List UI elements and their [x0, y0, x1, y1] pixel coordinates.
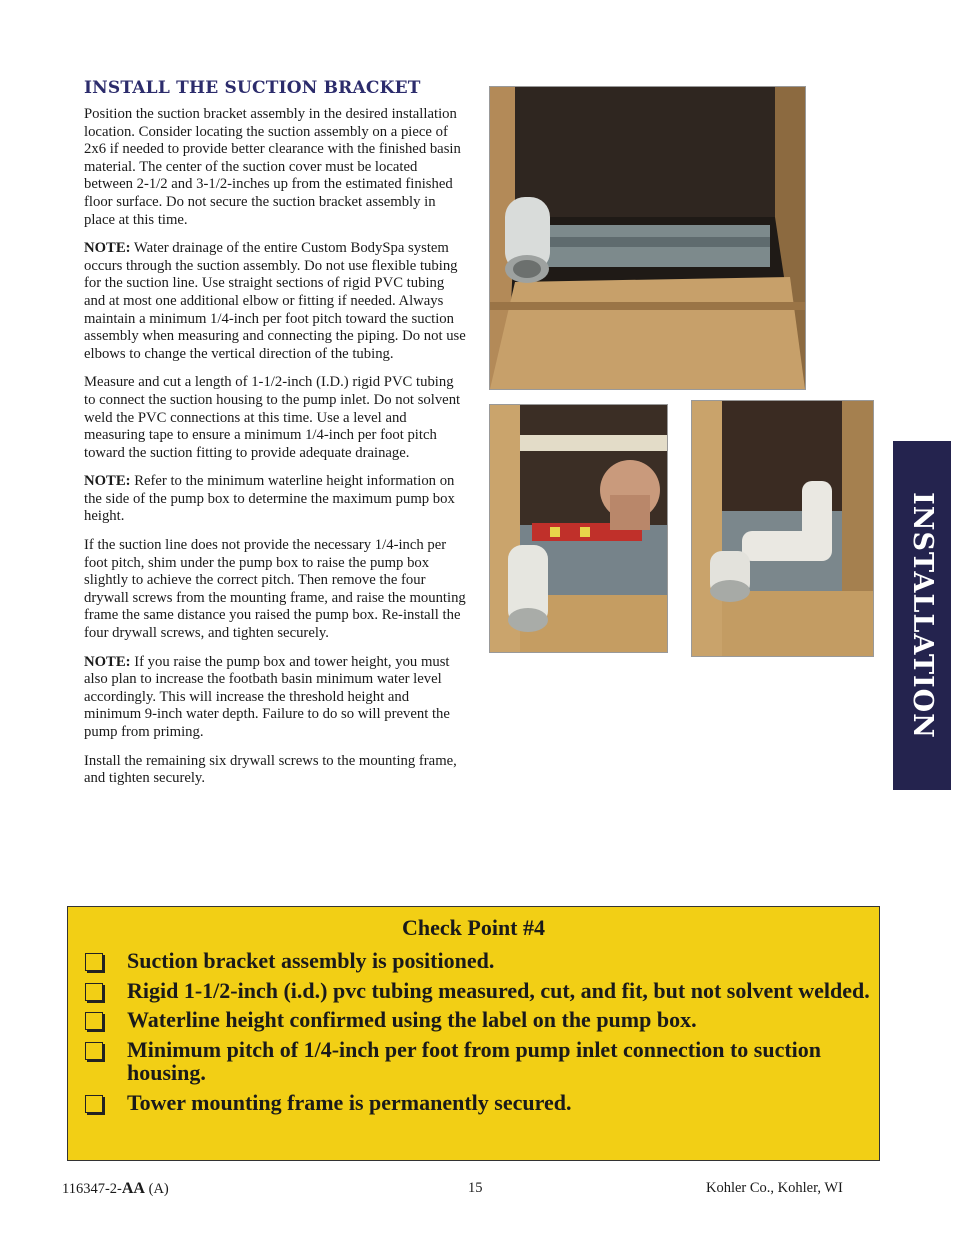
paragraph-2: Measure and cut a length of 1-1/2-inch (I.D.) rigid PVC tubing to connect the suction housing to the pump inlet. Do not solvent weld the PVC connections at this time. Use a level and measuring tape to ensure a minimum 1/4-inch per foot pitch toward the suction fitting to provide adequate drainage. — [84, 374, 461, 461]
installation-side-tab — [893, 441, 951, 790]
section-title: INSTALL THE SUCTION BRACKET — [84, 78, 421, 98]
checkpoint-title: Check Point #4 — [402, 915, 545, 940]
checkbox-icon — [85, 1095, 103, 1113]
note-label: NOTE: — [84, 240, 131, 257]
checkpoint-box — [67, 906, 880, 1161]
checkpoint-list — [82, 949, 872, 1120]
checkpoint-item — [82, 1091, 872, 1115]
checkpoint-item — [82, 979, 872, 1003]
note-paragraph-2: NOTE: Refer to the minimum waterline height information on the side of the pump box to determine the maximum pump box height. — [84, 473, 455, 525]
checkbox-icon — [85, 983, 103, 1001]
side-tab-label: INSTALLATION — [906, 492, 938, 739]
note-label: NOTE: — [84, 653, 131, 670]
checkpoint-item — [82, 949, 872, 973]
paragraph-4: Install the remaining six drywall screws to the mounting frame, and tighten securely. — [84, 752, 457, 787]
checkpoint-item-text: Suction bracket assembly is positioned. — [127, 948, 495, 973]
footer-page-number: 15 — [468, 1180, 483, 1196]
footer-doc-number: 116347-2-AA (A) — [62, 1180, 169, 1197]
paragraph-3: If the suction line does not provide the necessary 1/4-inch per foot pitch, shim under the pump box to raise the pump box slightly to achieve the correct pitch. Then remove the four drywall screws from the mounting frame, and raise the mounting frame the same distance you raised the pump box. Re-install the four drywall screws, and tighten securely. — [84, 537, 466, 642]
checkpoint-item-text: Minimum pitch of 1/4-inch per foot from pump inlet connection to suction housing. — [127, 1036, 822, 1085]
checkbox-icon — [85, 1042, 103, 1060]
checkbox-icon — [85, 953, 103, 971]
elbow-fitting-photo — [691, 400, 874, 657]
checkpoint-item — [82, 1038, 872, 1085]
checkbox-icon — [85, 1012, 103, 1030]
note-label: NOTE: — [84, 473, 131, 490]
checkpoint-item-text: Rigid 1-1/2-inch (i.d.) pvc tubing measured, cut, and fit, but not solvent welded. — [127, 977, 870, 1003]
checkpoint-item-text: Waterline height confirmed using the label on the pump box. — [127, 1007, 697, 1032]
paragraph-1: Position the suction bracket assembly in the desired installation location. Consider locating the suction assembly on a piece of 2x6 if needed to provide better clearance with the finished basin material. The center of the suction cover must be located between 2-1/2 and 3-1/2-inches up from the estimated finished floor surface. Do not secure the suction bracket assembly in place at this time. — [84, 106, 461, 228]
suction-bracket-photo — [489, 86, 806, 390]
body-text-column — [84, 106, 468, 799]
checkpoint-item — [82, 1008, 872, 1032]
note-paragraph-3: NOTE: If you raise the pump box and tower height, you must also plan to increase the footbath basin minimum water level accordingly. This will increase the threshold height and minimum 9-inch water depth. Failure to do so will prevent the pump from priming. — [84, 653, 450, 740]
checkpoint-item-text: Tower mounting frame is permanently secured. — [127, 1089, 572, 1115]
note-paragraph-1: NOTE: Water drainage of the entire Custom BodySpa system occurs through the suction assembly. Do not use flexible tubing for the suction line. Use straight sections of rigid PVC tubing and at most one additional elbow or fitting if needed. Always maintain a minimum 1/4-inch per foot pitch toward the suction assembly when measuring and connecting the piping. Do not use elbows to change the vertical direction of the tubing. — [84, 240, 466, 362]
footer-company: Kohler Co., Kohler, WI — [706, 1180, 843, 1196]
level-measurement-photo — [489, 404, 668, 653]
